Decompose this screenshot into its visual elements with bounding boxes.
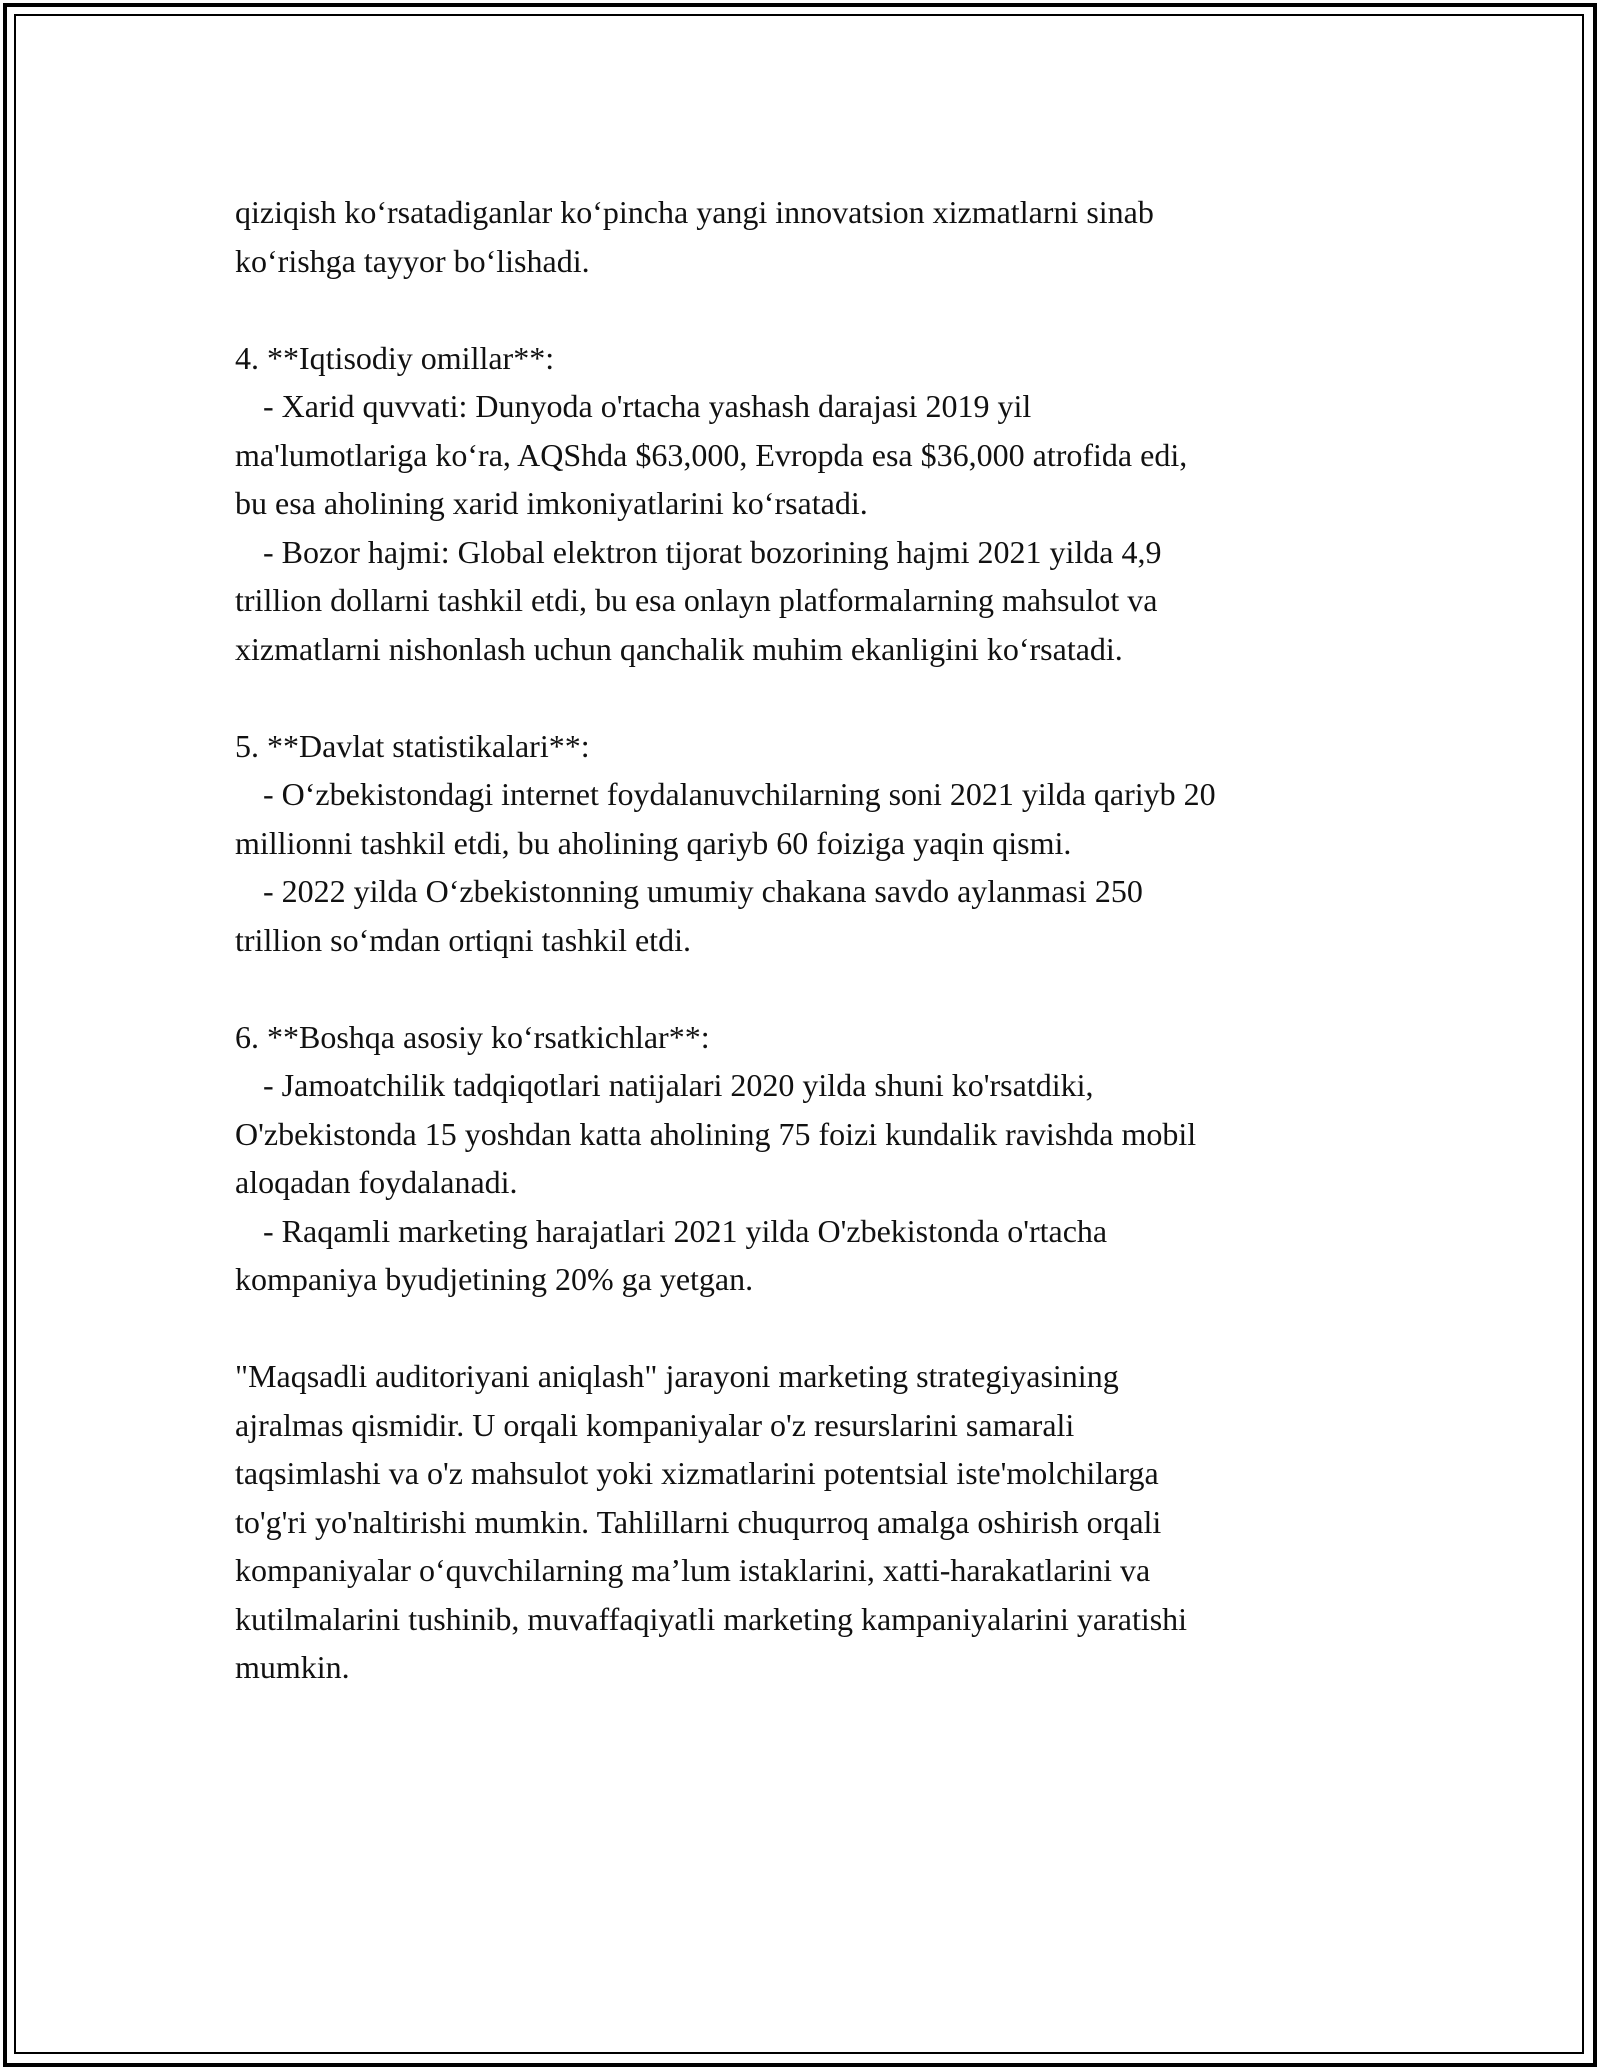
text-line: mumkin. (235, 1649, 350, 1685)
section-heading: 6. **Boshqa asosiy ko‘rsatkichlar**: (235, 1018, 710, 1055)
text-line: kutilmalarini tushinib, muvaffaqiyatli marketing kampaniyalarini yaratishi (235, 1600, 1188, 1637)
bullet-line: - O‘zbekistondagi internet foydalanuvchilarning soni 2021 yilda qariyb 20 (263, 776, 1216, 812)
conclusion-paragraph (235, 1352, 1385, 1692)
text-line: millionni tashkil etdi, bu aholining qariyb 60 foiziga yaqin qismi. (235, 824, 1072, 861)
text-line: ko‘rishga tayyor bo‘lishadi. (235, 242, 590, 279)
text-line: bu esa aholining xarid imkoniyatlarini ko‘rsatadi. (235, 485, 868, 521)
document-body (235, 188, 1385, 1692)
text-line: taqsimlashi va o'z mahsulot yoki xizmatlarini potentsial iste'molchilarga (235, 1455, 1159, 1491)
paragraph-gap (235, 964, 1385, 1013)
text-line: trillion so‘mdan ortiqni tashkil etdi. (235, 921, 691, 958)
section-other-indicators (235, 1013, 1385, 1304)
section-heading: 4. **Iqtisodiy omillar**: (235, 339, 555, 376)
bullet-line: - Bozor hajmi: Global elektron tijorat bozorining hajmi 2021 yilda 4,9 (263, 533, 1162, 570)
section-economic-factors (235, 334, 1385, 674)
section-heading: 5. **Davlat statistikalari**: (235, 727, 590, 764)
bullet-line: - Raqamli marketing harajatlari 2021 yilda O'zbekistonda o'rtacha (263, 1212, 1108, 1249)
text-line: O'zbekistonda 15 yoshdan katta aholining 75 foizi kundalik ravishda mobil (235, 1115, 1197, 1152)
bullet-line: - Jamoatchilik tadqiqotlari natijalari 2020 yilda shuni ko'rsatdiki, (263, 1067, 1094, 1103)
bullet-line: - 2022 yilda O‘zbekistonning umumiy chakana savdo aylanmasi 250 (263, 873, 1143, 909)
intro-paragraph (235, 188, 1385, 285)
text-line: trillion dollarni tashkil etdi, bu esa onlayn platformalarning mahsulot va (235, 582, 1158, 618)
text-line: kompaniya byudjetining 20% ga yetgan. (235, 1261, 754, 1297)
text-line: "Maqsadli auditoriyani aniqlash" jarayoni marketing strategiyasining (235, 1358, 1119, 1394)
text-line: ajralmas qismidir. U orqali kompaniyalar o'z resurslarini samarali (235, 1406, 1075, 1443)
paragraph-gap (235, 1304, 1385, 1353)
text-line: to'g'ri yo'naltirishi mumkin. Tahlillarni chuqurroq amalga oshirish orqali (235, 1503, 1162, 1540)
text-line: qiziqish ko‘rsatadiganlar ko‘pincha yangi innovatsion xizmatlarni sinab (235, 194, 1154, 230)
paragraph-gap (235, 285, 1385, 334)
text-line: ma'lumotlariga ko‘ra, AQShda $63,000, Evropda esa $36,000 atrofida edi, (235, 436, 1188, 473)
section-state-statistics (235, 722, 1385, 965)
paragraph-gap (235, 673, 1385, 722)
bullet-line: - Xarid quvvati: Dunyoda o'rtacha yashash darajasi 2019 yil (263, 388, 1032, 424)
text-line: aloqadan foydalanadi. (235, 1164, 518, 1200)
text-line: kompaniyalar o‘quvchilarning ma’lum istaklarini, xatti-harakatlarini va (235, 1552, 1151, 1588)
text-line: xizmatlarni nishonlash uchun qanchalik muhim ekanligini ko‘rsatadi. (235, 630, 1123, 667)
